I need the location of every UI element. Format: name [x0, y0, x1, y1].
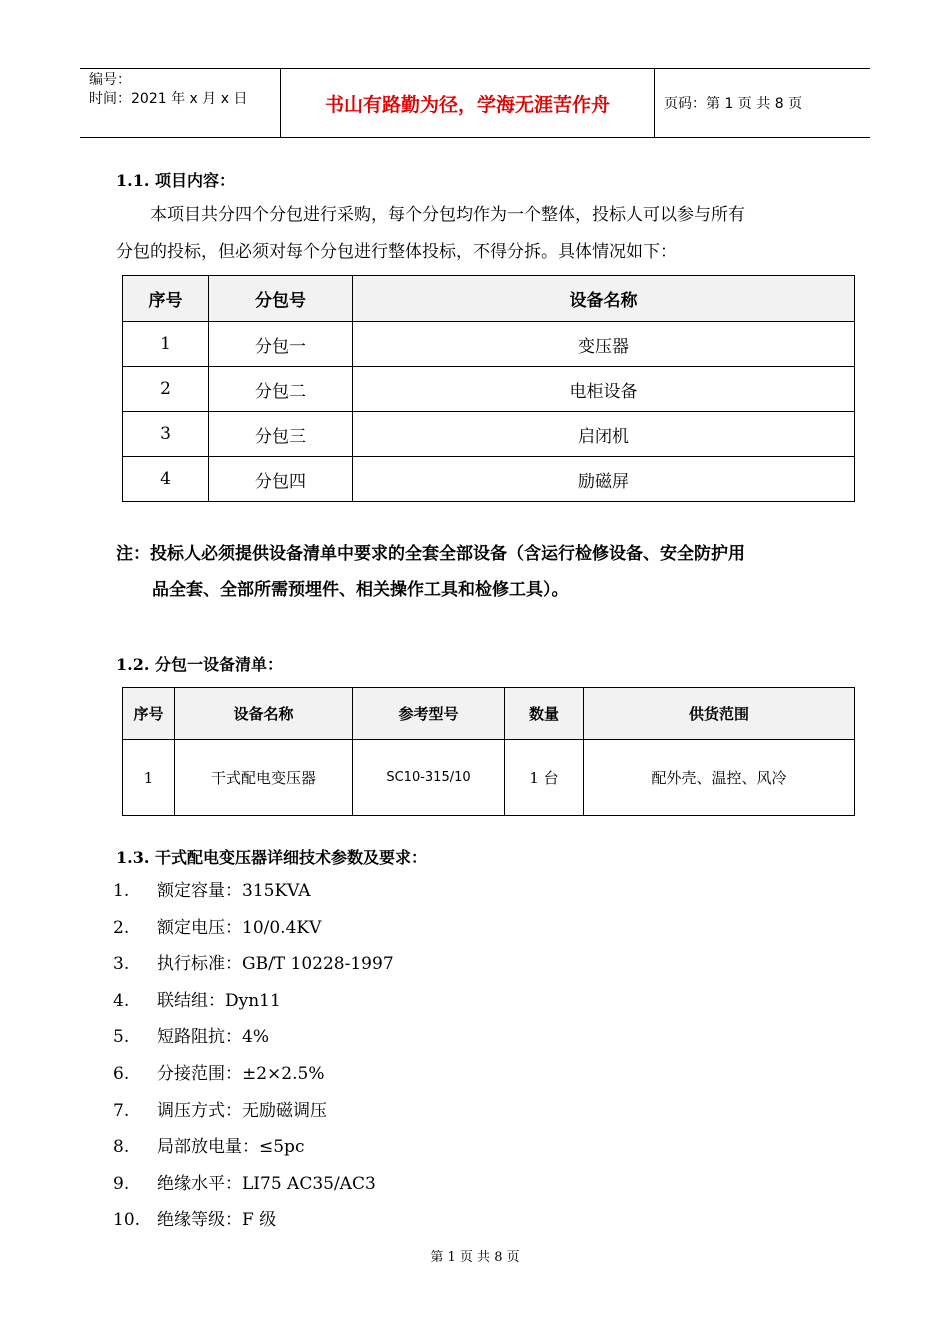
section-1-title: 1.1. 项目内容：	[116, 171, 235, 190]
item-text: 分接范围：±2×2.5%	[157, 1063, 325, 1084]
equipment-table	[122, 687, 855, 816]
section-1-paragraph	[116, 197, 856, 271]
list-item	[113, 1166, 394, 1203]
table-cell: 分包四	[209, 457, 353, 502]
item-text: 执行标准：GB/T 10228-1997	[157, 954, 394, 975]
header-motto: 书山有路勤为径，学海无涯苦作舟	[281, 69, 655, 137]
column-header: 序号	[123, 688, 175, 740]
column-header: 设备名称	[175, 688, 353, 740]
item-text: 局部放电量：≤5pc	[157, 1137, 305, 1158]
table-cell: 3	[123, 412, 209, 457]
section-2-title: 1.2. 分包一设备清单：	[116, 655, 283, 674]
column-header: 分包号	[209, 276, 353, 322]
column-header: 供货范围	[584, 688, 855, 740]
page-header	[80, 68, 870, 138]
item-number: 8.	[113, 1137, 130, 1158]
table-cell: 变压器	[353, 322, 855, 367]
table-cell: 2	[123, 367, 209, 412]
table-cell: 电柜设备	[353, 367, 855, 412]
list-item	[113, 983, 394, 1020]
note-line-1: 注：投标人必须提供设备清单中要求的全套全部设备（含运行检修设备、安全防护用	[116, 544, 745, 564]
list-item	[113, 910, 394, 947]
table-cell: 1	[123, 322, 209, 367]
item-number: 5.	[113, 1027, 130, 1048]
list-item	[113, 1093, 394, 1130]
table-header-row	[123, 276, 855, 322]
table-cell: 分包三	[209, 412, 353, 457]
list-item	[113, 946, 394, 983]
doc-number-label: 编号：	[89, 72, 131, 88]
table-cell: 4	[123, 457, 209, 502]
item-number: 10.	[113, 1210, 141, 1231]
table-row	[123, 740, 855, 816]
paragraph-line-1: 本项目共分四个分包进行采购，每个分包均作为一个整体，投标人可以参与所有	[150, 205, 745, 225]
item-text: 额定容量：315KVA	[157, 881, 311, 901]
table-cell: 配外壳、温控、风冷	[584, 740, 855, 816]
item-number: 1.	[113, 881, 130, 901]
list-item	[113, 1202, 394, 1239]
header-info	[80, 69, 281, 137]
table-cell: 1	[123, 740, 175, 816]
list-item	[113, 1019, 394, 1056]
item-number: 9.	[113, 1173, 130, 1194]
item-text: 短路阻抗：4%	[157, 1027, 269, 1048]
item-text: 联结组：Dyn11	[157, 990, 281, 1011]
table-cell: 分包二	[209, 367, 353, 412]
spec-list	[113, 873, 394, 1239]
item-text: 绝缘水平：LI75 AC35/AC3	[157, 1173, 376, 1194]
list-item	[113, 1129, 394, 1166]
table-row	[123, 322, 855, 367]
table-cell: SC10-315/10	[353, 740, 505, 816]
list-item	[113, 1056, 394, 1093]
item-number: 6.	[113, 1063, 130, 1084]
item-text: 绝缘等级：F 级	[157, 1210, 277, 1231]
column-header: 数量	[505, 688, 584, 740]
item-text: 额定电压：10/0.4KV	[157, 917, 322, 938]
item-number: 4.	[113, 990, 130, 1011]
table-row	[123, 457, 855, 502]
item-number: 2.	[113, 917, 130, 938]
table-row	[123, 367, 855, 412]
table-cell: 启闭机	[353, 412, 855, 457]
list-item	[113, 873, 394, 910]
page-footer: 第 1 页 共 8 页	[430, 1250, 520, 1265]
bid-note	[116, 536, 856, 608]
doc-time-label: 时间：2021 年 x 月 x 日	[89, 91, 248, 107]
paragraph-line-2: 分包的投标，但必须对每个分包进行整体投标，不得分拆。具体情况如下：	[116, 242, 677, 262]
package-table	[122, 275, 855, 502]
item-number: 3.	[113, 954, 130, 975]
note-line-2: 品全套、全部所需预埋件、相关操作工具和检修工具）。	[152, 580, 569, 600]
item-number: 7.	[113, 1100, 130, 1121]
table-header-row	[123, 688, 855, 740]
table-cell: 干式配电变压器	[175, 740, 353, 816]
column-header: 参考型号	[353, 688, 505, 740]
table-row	[123, 412, 855, 457]
section-3-title: 1.3. 干式配电变压器详细技术参数及要求：	[116, 848, 427, 867]
item-text: 调压方式：无励磁调压	[157, 1100, 327, 1121]
table-cell: 分包一	[209, 322, 353, 367]
table-cell: 1 台	[505, 740, 584, 816]
column-header: 设备名称	[353, 276, 855, 322]
column-header: 序号	[123, 276, 209, 322]
table-cell: 励磁屏	[353, 457, 855, 502]
header-page-label: 页码：第 1 页 共 8 页	[664, 96, 803, 112]
